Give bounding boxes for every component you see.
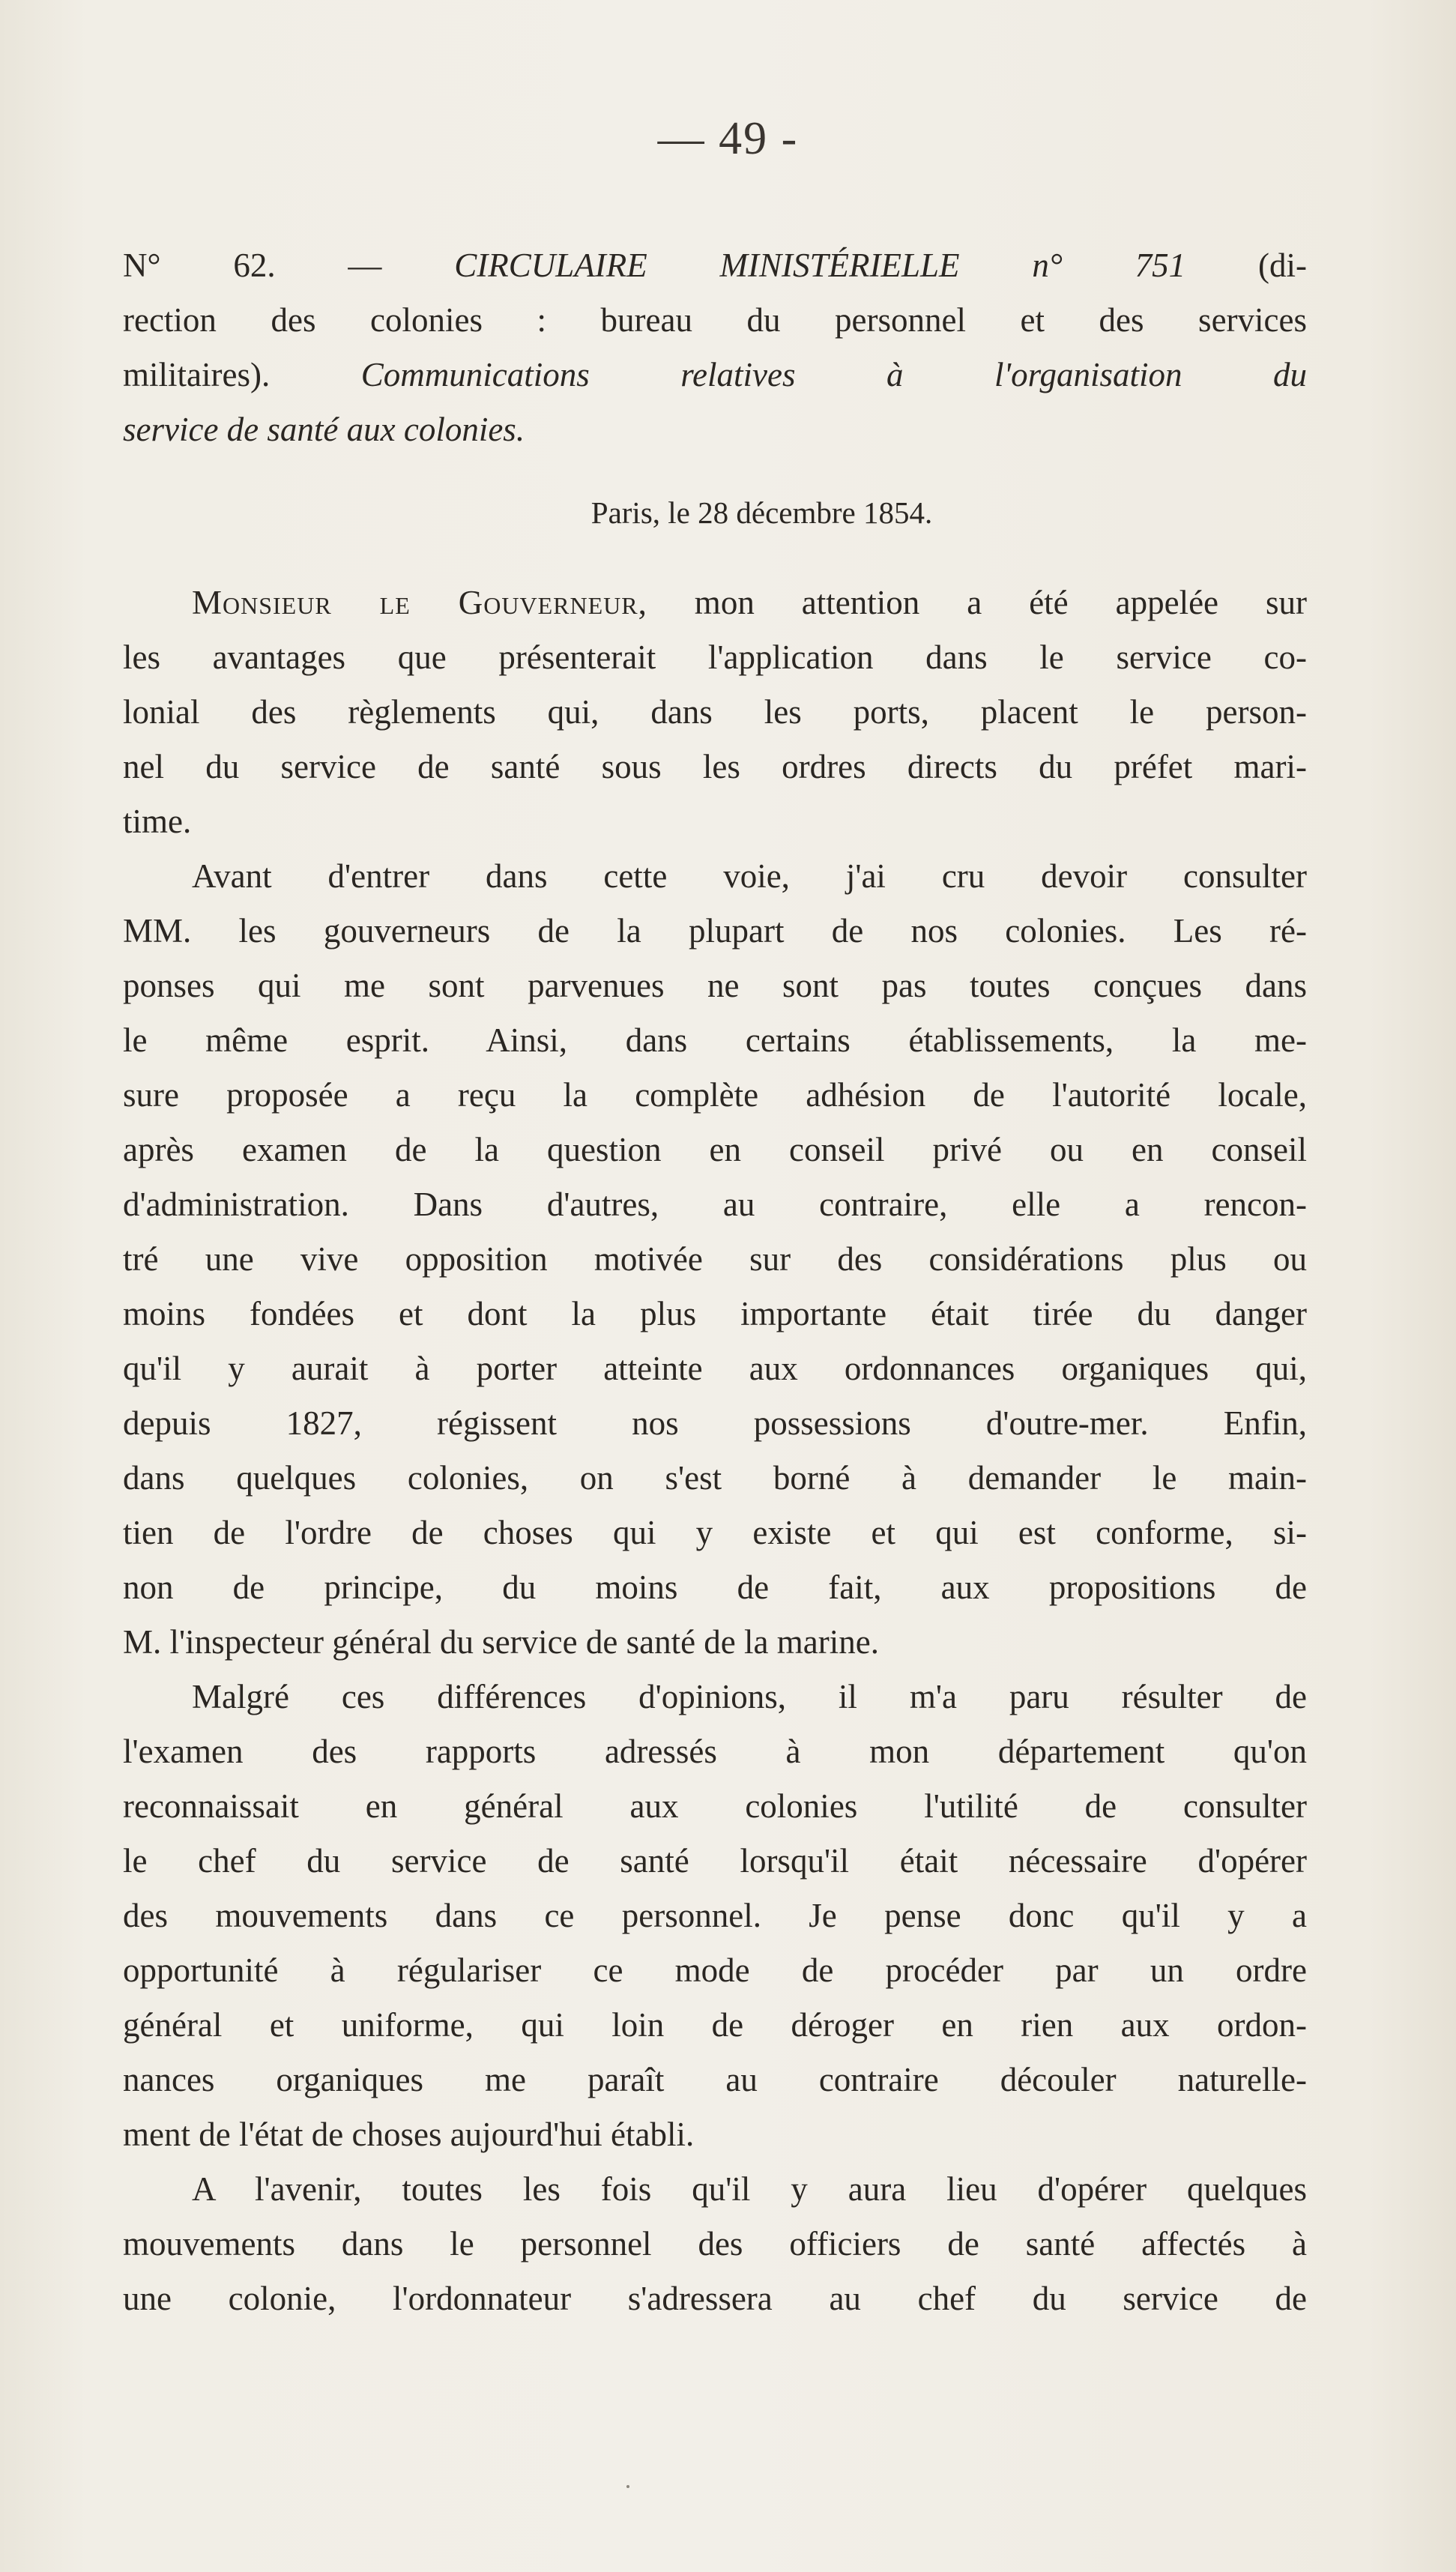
heading-text: militaires). <box>123 356 361 393</box>
paragraph-line: ment de l'état de choses aujourd'hui établi. <box>123 2116 695 2153</box>
circular-heading <box>123 238 1307 457</box>
paper-speck <box>626 2485 629 2488</box>
paragraph-line: nel du service de santé sous les ordres directs du préfet mari- <box>123 748 1307 785</box>
paragraph-line: le chef du service de santé lorsqu'il était nécessaire d'opérer <box>123 1842 1307 1880</box>
paragraph-line: A l'avenir, toutes les fois qu'il y aura lieu d'opérer quelques <box>192 2170 1307 2208</box>
paragraph-line: tien de l'ordre de choses qui y existe et qui est conforme, si- <box>123 1514 1307 1551</box>
paragraph-line: opportunité à régulariser ce mode de procéder par un ordre <box>123 1951 1307 1989</box>
paragraph-line: Avant d'entrer dans cette voie, j'ai cru devoir consulter <box>192 857 1307 895</box>
heading-line: service de santé aux colonies. <box>123 411 525 448</box>
paragraph-line: non de principe, du moins de fait, aux propositions de <box>123 1569 1307 1606</box>
paragraph-line: depuis 1827, régissent nos possessions d'outre-mer. Enfin, <box>123 1404 1307 1442</box>
paragraph-line: sure proposée a reçu la complète adhésion de l'autorité locale, <box>123 1076 1307 1114</box>
circular-direction: (di- <box>1258 247 1307 284</box>
heading-line: rection des colonies : bureau du personnel et des services <box>123 301 1307 339</box>
paragraph-line: M. l'inspecteur général du service de santé de la marine. <box>123 1623 879 1661</box>
paragraph-line: une colonie, l'ordonnateur s'adressera au chef du service de <box>123 2280 1307 2317</box>
salutation: Monsieur le Gouverneur, <box>192 584 647 621</box>
paragraph-line: MM. les gouverneurs de la plupart de nos colonies. Les ré- <box>123 912 1307 950</box>
letter-body <box>123 576 1307 2326</box>
paragraph-line: lonial des règlements qui, dans les ports, placent le person- <box>123 693 1307 731</box>
paragraph-line: général et uniforme, qui loin de déroger en rien aux ordon- <box>123 2006 1307 2044</box>
heading-line <box>123 238 1307 293</box>
circular-title: CIRCULAIRE MINISTÉRIELLE n° 751 <box>454 247 1259 284</box>
paragraph-line: tré une vive opposition motivée sur des considérations plus ou <box>123 1240 1307 1278</box>
circular-number: N° 62. — <box>123 247 455 284</box>
subject-text: Communications relatives à l'organisation du <box>360 356 1307 393</box>
paragraph-line: après examen de la question en conseil privé ou en conseil <box>123 1131 1307 1168</box>
paragraph-line: les avantages que présenterait l'application dans le service co- <box>123 639 1307 676</box>
paragraph-line: moins fondées et dont la plus importante était tirée du danger <box>123 1295 1307 1332</box>
paragraph-line: le même esprit. Ainsi, dans certains établissements, la me- <box>123 1021 1307 1059</box>
paragraph-line: nances organiques me paraît au contraire découler naturelle- <box>123 2061 1307 2098</box>
dateline: Paris, le 28 décembre 1854. <box>590 495 933 530</box>
paragraph-line: mouvements dans le personnel des officiers de santé affectés à <box>123 2225 1307 2262</box>
paragraph-line: Malgré ces différences d'opinions, il m'a paru résulter de <box>192 1678 1307 1715</box>
opening-line <box>123 576 1307 630</box>
paragraph-line: time. <box>123 803 192 840</box>
paragraph-line: des mouvements dans ce personnel. Je pense donc qu'il y a <box>123 1897 1307 1934</box>
heading-line <box>123 348 1307 402</box>
paragraph-line: qu'il y aurait à porter atteinte aux ordonnances organiques qui, <box>123 1350 1307 1387</box>
paragraph-line: l'examen des rapports adressés à mon département qu'on <box>123 1733 1307 1770</box>
paragraph-line: reconnaissait en général aux colonies l'utilité de consulter <box>123 1787 1307 1825</box>
page-number: — 49 - <box>657 113 799 164</box>
paragraph-line: ponses qui me sont parvenues ne sont pas toutes conçues dans <box>123 967 1307 1004</box>
paragraph-line: d'administration. Dans d'autres, au contraire, elle a rencon- <box>123 1186 1307 1223</box>
paragraph-line: dans quelques colonies, on s'est borné à demander le main- <box>123 1459 1307 1497</box>
opening-line-text: mon attention a été appelée sur <box>647 584 1307 621</box>
